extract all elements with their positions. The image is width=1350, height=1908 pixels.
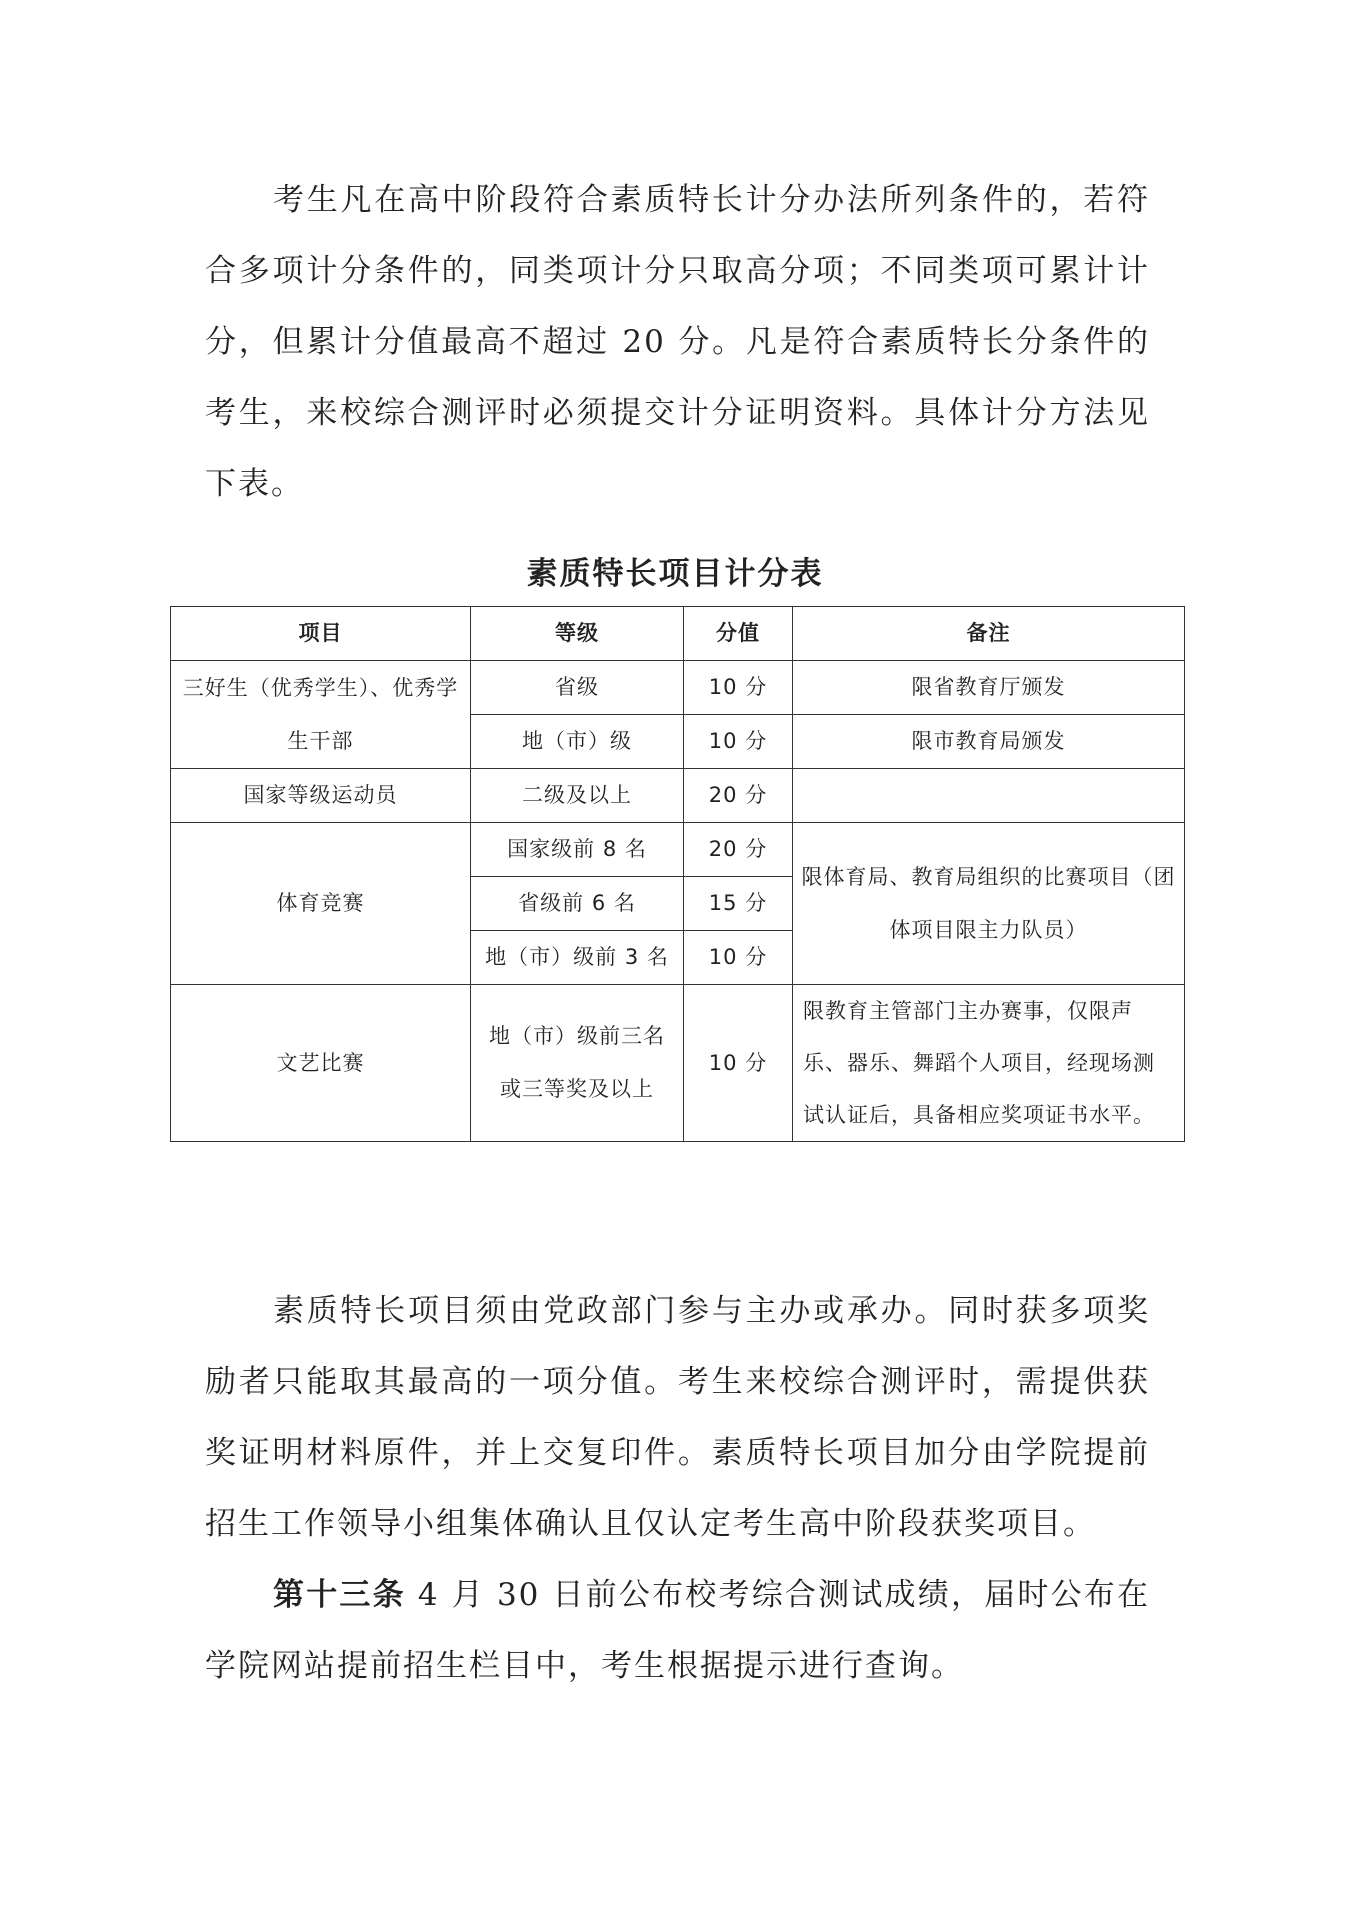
cell-note: 限体育局、教育局组织的比赛项目（团体项目限主力队员） xyxy=(793,823,1185,985)
cell-item: 文艺比赛 xyxy=(171,985,471,1142)
paragraph-2: 素质特长项目须由党政部门参与主办或承办。同时获多项奖励者只能取其最高的一项分值。考生来校综合测评时，需提供获奖证明材料原件，并上交复印件。素质特长项目加分由学院提前招生工作领导小组集体确认且仅认定考生高中阶段获奖项目。 xyxy=(205,1293,1150,1542)
article-13-label: 第十三条 xyxy=(273,1577,406,1613)
cell-level: 省级前 6 名 xyxy=(471,877,684,931)
header-score: 分值 xyxy=(684,607,793,661)
table-row xyxy=(171,769,1185,823)
cell-level: 地（市）级前三名或三等奖及以上 xyxy=(471,985,684,1142)
table-header-row xyxy=(171,607,1185,661)
cell-level: 省级 xyxy=(471,661,684,715)
header-level: 等级 xyxy=(471,607,684,661)
cell-score: 10 分 xyxy=(684,985,793,1142)
cell-level: 国家级前 8 名 xyxy=(471,823,684,877)
cell-score: 10 分 xyxy=(684,931,793,985)
header-note: 备注 xyxy=(793,607,1185,661)
cell-level: 地（市）级 xyxy=(471,715,684,769)
table-row xyxy=(171,823,1185,877)
table-row xyxy=(171,661,1185,715)
cell-item: 三好生（优秀学生）、优秀学生干部 xyxy=(171,661,471,769)
cell-note xyxy=(793,769,1185,823)
header-item: 项目 xyxy=(171,607,471,661)
article-13-text: 4 月 30 日前公布校考综合测试成绩，届时公布在学院网站提前招生栏目中，考生根据提示进行查询。 xyxy=(205,1577,1151,1684)
table-row xyxy=(171,985,1185,1142)
cell-level: 地（市）级前 3 名 xyxy=(471,931,684,985)
cell-score: 10 分 xyxy=(684,661,793,715)
cell-score: 20 分 xyxy=(684,769,793,823)
article-13-paragraph xyxy=(205,1560,1150,1702)
cell-score: 20 分 xyxy=(684,823,793,877)
cell-note: 限省教育厅颁发 xyxy=(793,661,1185,715)
cell-item: 国家等级运动员 xyxy=(171,769,471,823)
cell-item: 体育竞赛 xyxy=(171,823,471,985)
intro-paragraph: 考生凡在高中阶段符合素质特长计分办法所列条件的，若符合多项计分条件的，同类项计分只取高分项；不同类项可累计计分，但累计分值最高不超过 20 分。凡是符合素质特长分条件的考生，来校综合测评时必须提交计分证明资料。具体计分方法见下表。 xyxy=(205,182,1150,502)
cell-note: 限教育主管部门主办赛事，仅限声乐、器乐、舞蹈个人项目，经现场测试认证后，具备相应奖项证书水平。 xyxy=(793,985,1185,1142)
cell-level: 二级及以上 xyxy=(471,769,684,823)
score-table xyxy=(170,606,1185,1142)
table-title: 素质特长项目计分表 xyxy=(526,556,824,592)
cell-score: 15 分 xyxy=(684,877,793,931)
cell-note: 限市教育局颁发 xyxy=(793,715,1185,769)
cell-score: 10 分 xyxy=(684,715,793,769)
